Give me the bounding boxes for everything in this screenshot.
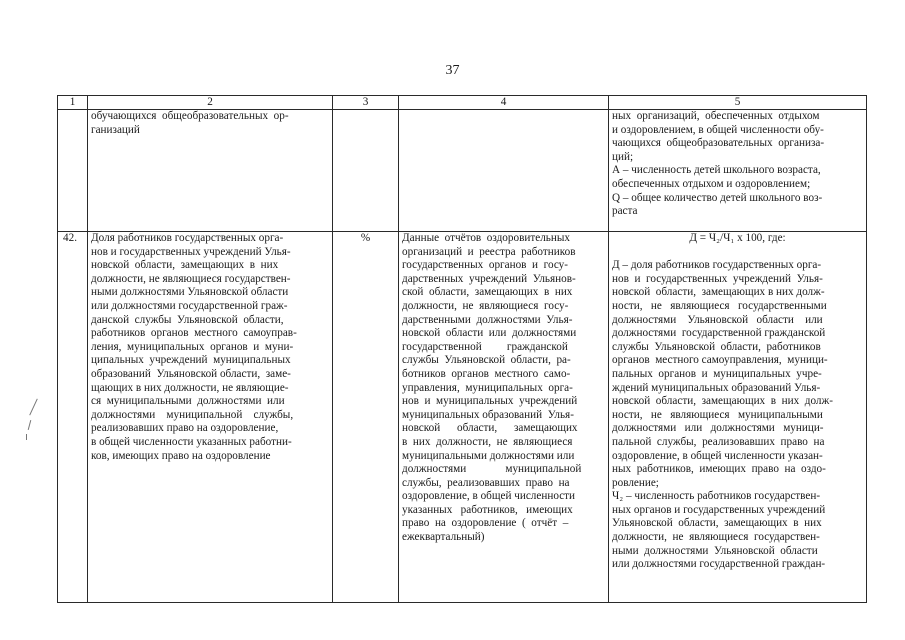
- table-header-row: [58, 96, 867, 110]
- margin-pencil-marks: [24, 398, 38, 442]
- column-header: 4: [399, 96, 609, 110]
- formula-cell: [609, 232, 867, 603]
- page-number: 37: [445, 63, 460, 78]
- source-cell: [399, 110, 609, 232]
- column-header: 5: [609, 96, 867, 110]
- table-row: [58, 232, 867, 603]
- row-number: 42.: [58, 232, 88, 603]
- indicators-table: [57, 95, 867, 603]
- table-row: [58, 110, 867, 232]
- column-header: 2: [88, 96, 333, 110]
- indicator-cell: Доля работников государственных орга- нов и государственных учреждений Улья- новской области, замещающих в них должности, не являющиеся государствен- ными должностями Ульяновской области или должностями государственной граж- данской службы Ульяновской области, работников органов местного самоуправ- ления, муниципальных органов и муни- ципальных учреждений муниципальных образований Ульяновской области, заме- щающих в них должности, не являющие- ся муниципальными должностями или должностями муниципальной службы, реализовавших право на оздоровление, в общей численности указанных работни- ков, имеющих право на оздоровление: [88, 232, 333, 603]
- source-cell: Данные отчётов оздоровительных организаций и реестра работников государственных органов и госу- дарственных учреждений Ульянов- ской области, замещающих в них должности, не являющиеся госу- дарственными должностями Улья- новской области или должностями государственной гражданской службы Ульяновской области, ра- ботников органов местного само- управления, муниципальных орга- нов и муниципальных учреждений муниципальных образований Улья- новской области, замещающих в них должности, не являющиеся муниципальными должностями или должностями муниципальной службы, реализовавших право на оздоровление, в общей численности указанных работников, имеющих право на оздоровление ( отчёт – ежеквартальный): [399, 232, 609, 603]
- formula-title: Д = Ч₂/Ч₁ х 100, где:: [689, 232, 786, 244]
- unit-cell: [333, 110, 399, 232]
- column-header: 3: [333, 96, 399, 110]
- column-header: 1: [58, 96, 88, 110]
- formula-description: Д – доля работников государственных орга- нов и государственных учреждений Улья- новской области, замещающих в них долж- ности, не являющиеся государственными должностями Ульяновской области или должностями государственной гражданской службы Ульяновской области, работников органов местного самоуправления, муници- пальных органов и муниципальных учре- ждений муниципальных образований Улья- новской области, замещающих в них долж- ности, не являющиеся муниципальными должностями или должностями муници- пальной службы, реализовавших право на оздоровление, в общей численности указан- ных работников, имеющих право на оздо- ровление; Ч₂ – численность работников государствен- ных органов и государственных учреждений Ульяновской области, замещающих в них должности, не являющиеся государствен- ными должностями Ульяновской области или должностями государственной граждан-: [612, 259, 833, 571]
- row-number: [58, 110, 88, 232]
- formula-cell: ных организаций, обеспеченных отдыхом и оздоровлением, в общей численности обу- чающихся общеобразовательных организа- ций; А – численность детей школьного возраста, обеспеченных отдыхом и оздоровлением; Q – общее количество детей школьного воз- раста: [609, 110, 867, 232]
- indicator-cell: обучающихся общеобразовательных ор- ганизаций: [88, 110, 333, 232]
- unit-cell: %: [333, 232, 399, 603]
